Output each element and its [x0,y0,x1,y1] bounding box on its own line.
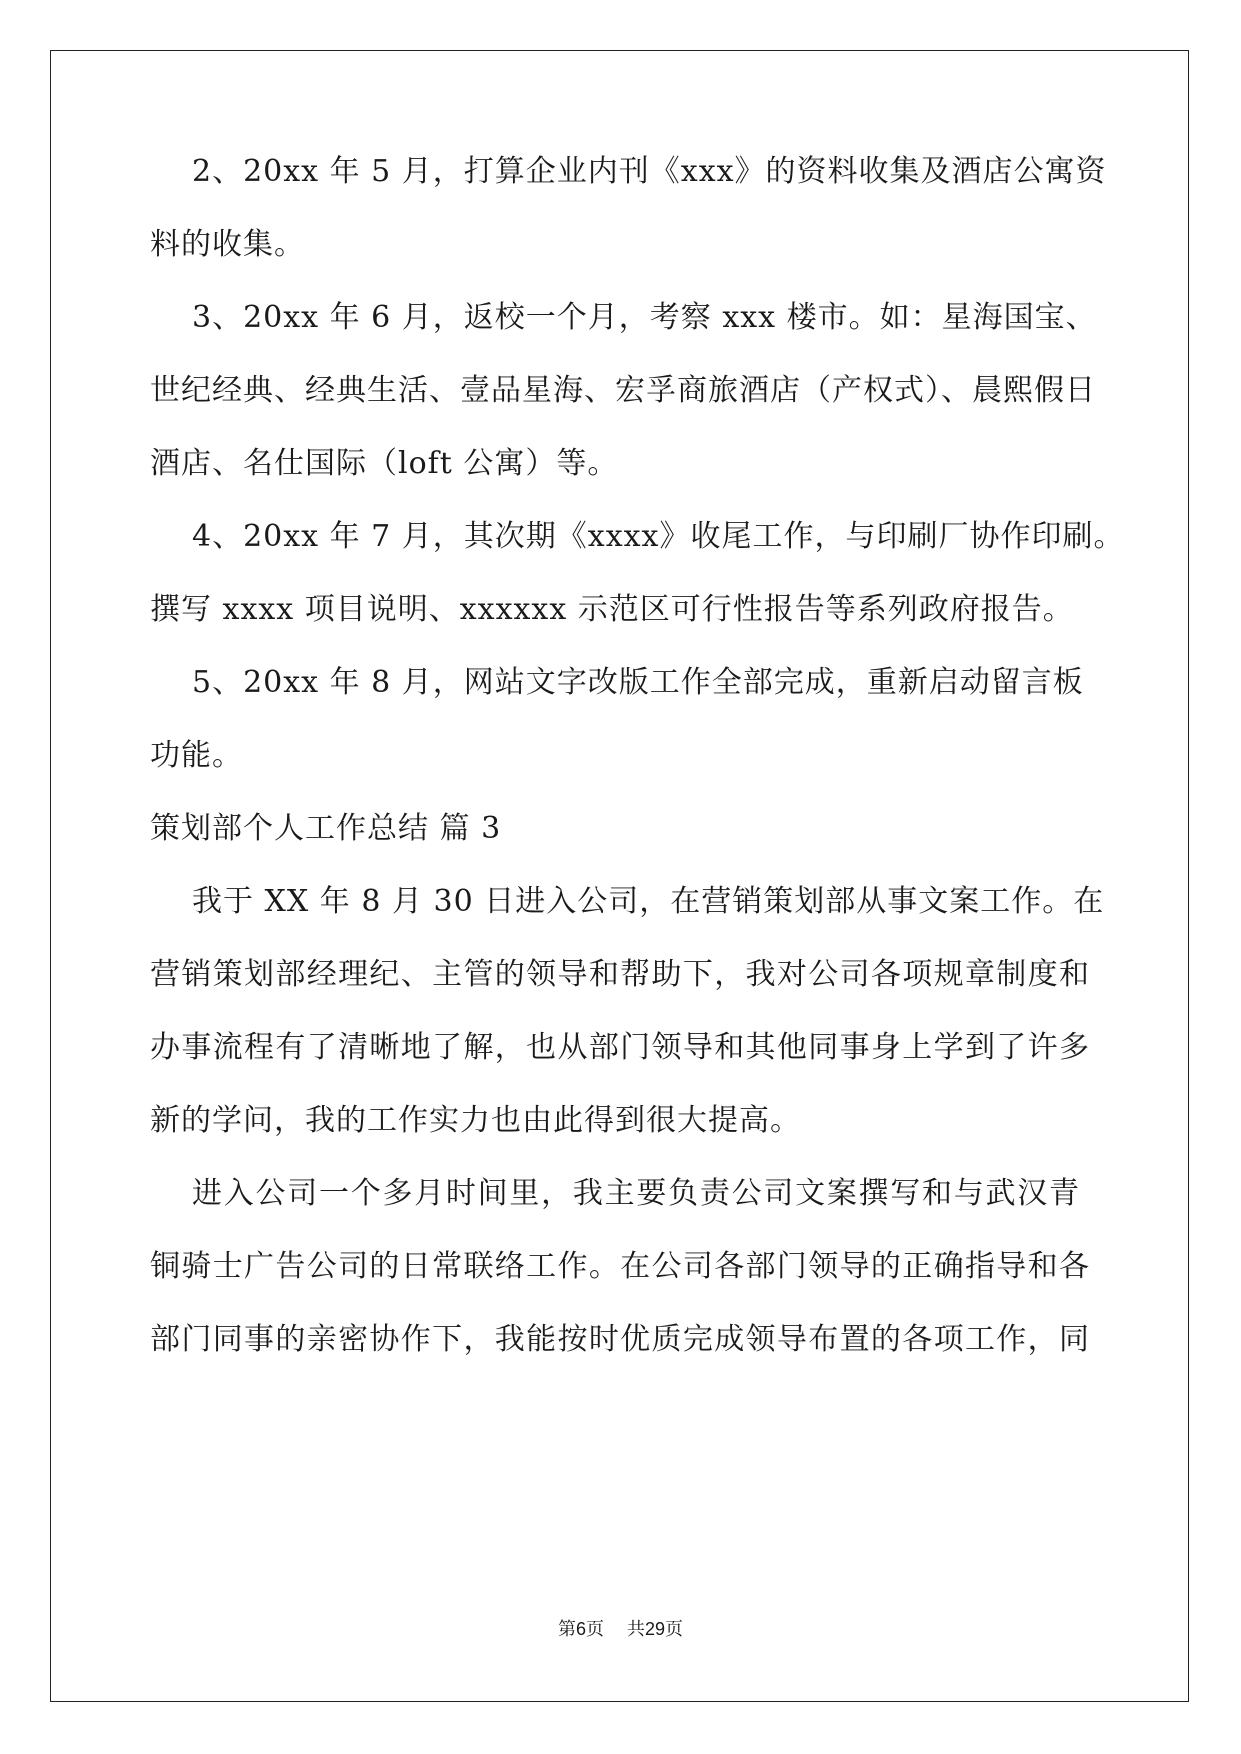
footer-suffix: 页 [664,1619,683,1640]
paragraph-6-line-3: 办事流程有了清晰地了解，也从部门领导和其他同事身上学到了许多 [150,1030,1090,1065]
section-heading: 策划部个人工作总结 篇 3 [150,811,502,846]
paragraph-5-line-1: 5、20xx 年 8 月，网站文字改版工作全部完成，重新启动留言板 [192,665,1084,700]
footer-prefix: 第 [558,1619,577,1640]
footer-mid: 页 共 [586,1619,645,1640]
paragraph-6-line-1: 我于 XX 年 8 月 30 日进入公司，在营销策划部从事文案工作。在 [192,884,1105,919]
paragraph-7-line-2: 铜骑士广告公司的日常联络工作。在公司各部门领导的正确指导和各 [150,1249,1090,1284]
page-footer [0,1617,1241,1642]
paragraph-5-line-2: 功能。 [150,738,243,773]
footer-total-pages: 29 [644,1619,665,1639]
paragraph-3-line-3: 酒店、名仕国际（loft 公寓）等。 [150,446,619,481]
footer-page-number: 6 [576,1619,587,1639]
paragraph-6-line-4: 新的学问，我的工作实力也由此得到很大提高。 [150,1103,801,1138]
paragraph-3-line-2: 世纪经典、经典生活、壹品星海、宏孚商旅酒店（产权式）、晨熙假日 [150,373,1096,408]
paragraph-4-line-2: 撰写 xxxx 项目说明、xxxxxx 示范区可行性报告等系列政府报告。 [150,592,1074,627]
paragraph-2-line-1: 2、20xx 年 5 月，打算企业内刊《xxx》的资料收集及酒店公寓资 [192,154,1107,189]
paragraph-2-line-2: 料的收集。 [150,227,305,262]
paragraph-4-line-1: 4、20xx 年 7 月，其次期《xxxx》收尾工作，与印刷厂协作印刷。 [192,519,1125,554]
paragraph-7-line-3: 部门同事的亲密协作下，我能按时优质完成领导布置的各项工作，同 [150,1322,1090,1357]
paragraph-7-line-1: 进入公司一个多月时间里，我主要负责公司文案撰写和与武汉青 [192,1176,1080,1211]
paragraph-6-line-2: 营销策划部经理纪、主管的领导和帮助下，我对公司各项规章制度和 [150,957,1090,992]
paragraph-3-line-1: 3、20xx 年 6 月，返校一个月，考察 xxx 楼市。如：星海国宝、 [192,300,1097,335]
